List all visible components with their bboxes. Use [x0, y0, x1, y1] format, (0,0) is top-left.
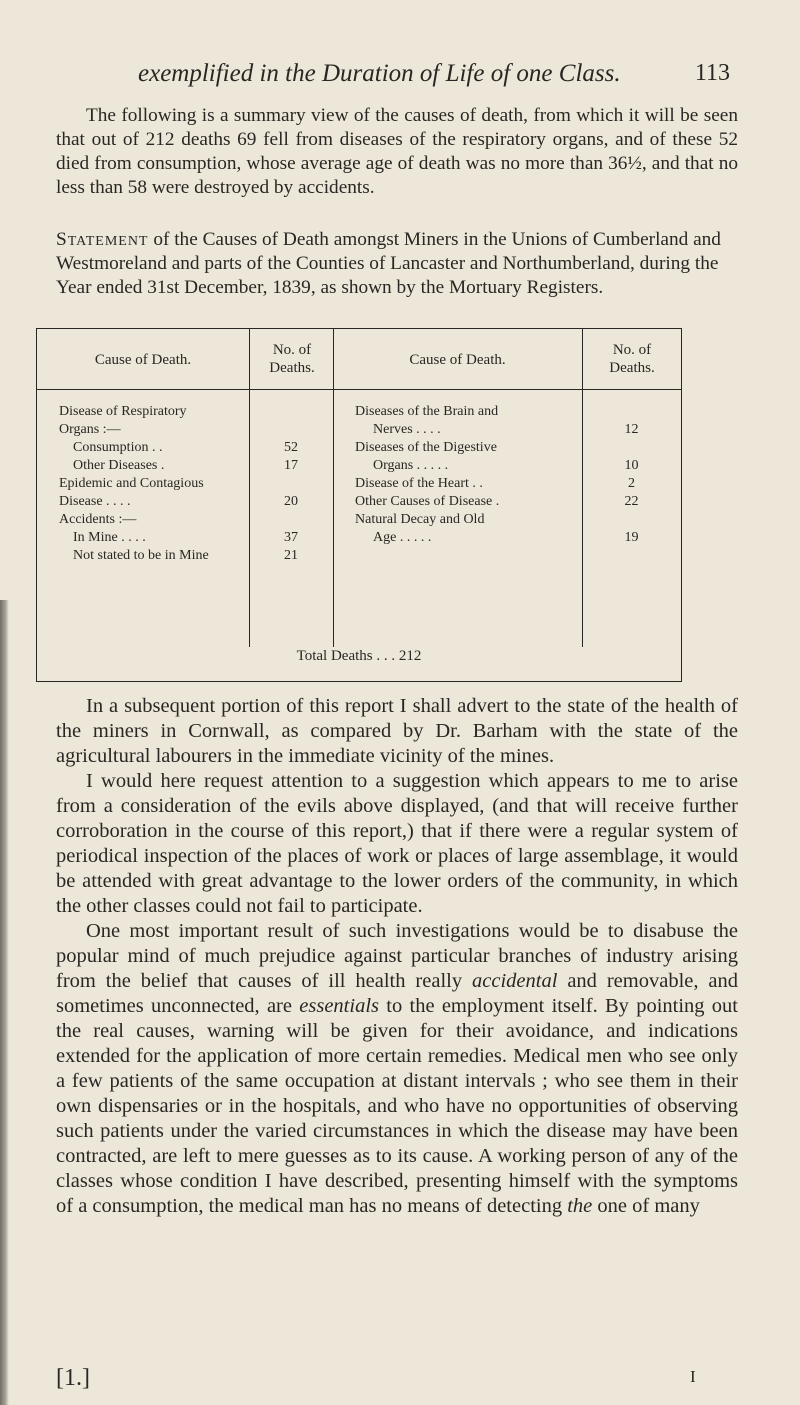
- paragraph-3: [56, 919, 738, 1219]
- italic-accidental: accidental: [472, 970, 558, 992]
- signature-letter: I: [690, 1367, 696, 1386]
- header-cause-left: Cause of Death.: [94, 352, 192, 368]
- paragraph-3-part-4: one of many: [597, 1195, 700, 1217]
- left-cause-line: Consumption . .: [73, 440, 163, 455]
- paragraph-3-part-2: and removable, and sometimes unconnected, are: [56, 970, 739, 1017]
- right-cause-line: Other Causes of Disease .: [355, 494, 500, 509]
- paragraph-1: In a subsequent portion of this report I shall advert to the state of the health of the miners in Cornwall, as compared by Dr. Barham with the state of the agricultural labourers in the immediate vicinity of the mines.: [56, 695, 738, 767]
- italic-the: the: [567, 1195, 593, 1217]
- left-cause-line: Disease . . . .: [59, 494, 131, 509]
- right-cause-line: Diseases of the Digestive: [355, 440, 497, 455]
- paragraph-2: I would here request attention to a suggestion which appears to me to arise from a consideration of the evils above displayed, (and that will receive further corroboration in the course of this report,) that if there were a regular system of periodical inspection of the places of work or places of large assemblage, it would be attended with great advantage to the lower orders of the community, in which the other classes could not fail to participate.: [56, 770, 738, 917]
- left-death-count: 21: [284, 548, 298, 563]
- body-text: [56, 694, 738, 1219]
- left-death-count: 37: [284, 530, 298, 545]
- right-death-count: 22: [624, 494, 639, 509]
- running-title: exemplified in the Duration of Life of one Class.: [138, 60, 621, 87]
- left-cause-line: Epidemic and Contagious: [59, 476, 204, 491]
- left-cause-line: Not stated to be in Mine: [73, 548, 209, 563]
- right-death-count: 19: [624, 530, 639, 545]
- paragraph-3-part-1: One most important result of such investigations would be to disabuse the popular mind of much prejudice against particular branches of industry arising from the belief that causes of ill health really: [56, 920, 738, 992]
- paragraph-3-part-3: to the employment itself. By pointing out the real causes, warning will be given for their avoidance, and indications extended for the application of more certain remedies. Medical men who see only a few patients of the same occupation at distant intervals ; who see them in their own dispensaries or in the hospitals, and who have no opportunities of observing such patients under the varied circumstances in which the disease may have been contracted, are left to mere guesses as to its cause. A working person of any of the classes whose condition I have described, presenting himself with the symptoms of a consumption, the medical man has no means of detecting: [56, 995, 738, 1217]
- statement-lead: Statement: [56, 229, 149, 250]
- header-rule: [37, 389, 681, 390]
- statement-heading: [56, 228, 738, 300]
- left-cause-line: Other Diseases .: [73, 458, 165, 473]
- right-cause-line: Diseases of the Brain and: [355, 404, 499, 419]
- column-rule: [249, 329, 250, 647]
- header-deaths-right: No. of Deaths.: [609, 342, 655, 376]
- right-cause-line: Disease of the Heart . .: [355, 476, 483, 491]
- total-deaths: Total Deaths . . . 212: [296, 648, 422, 664]
- header-cause-right: Cause of Death.: [409, 352, 506, 368]
- statement-text: of the Causes of Death amongst Miners in the Unions of Cumberland and Westmoreland and parts of the Counties of Lancaster and Northumberland, during the Year ended 31st December, 1839, as shown by the Mortuary Registers.: [56, 229, 721, 298]
- signature-mark: [1.]: [56, 1365, 90, 1391]
- right-cause-line: Natural Decay and Old: [355, 512, 485, 527]
- header-deaths-left: No. of Deaths.: [269, 342, 315, 376]
- left-cause-line: Disease of Respiratory: [59, 404, 187, 419]
- column-rule: [333, 329, 334, 647]
- right-death-count: 2: [628, 476, 635, 491]
- italic-essentials: essentials: [299, 995, 379, 1017]
- left-death-count: 52: [284, 440, 298, 455]
- left-cause-line: Accidents :—: [59, 512, 137, 527]
- causes-of-death-table: [36, 328, 682, 682]
- right-cause-line: Organs . . . . .: [373, 458, 449, 473]
- left-cause-line: In Mine . . . .: [73, 530, 146, 545]
- right-cause-line: Age . . . . .: [373, 530, 432, 545]
- left-cause-line: Organs :—: [59, 422, 121, 437]
- left-death-count: 17: [284, 458, 298, 473]
- right-cause-line: Nerves . . . .: [373, 422, 441, 437]
- right-death-count: 10: [624, 458, 639, 473]
- left-death-count: 20: [284, 494, 298, 509]
- intro-paragraph: The following is a summary view of the causes of death, from which it will be seen that out of 212 deaths 69 fell from diseases of the respiratory organs, and of these 52 died from consumption, whose average age of death was no more than 36½, and that no less than 58 were destroyed by accidents.: [56, 105, 738, 198]
- page-number: 113: [694, 60, 730, 86]
- binding-shadow: [0, 600, 9, 1405]
- right-death-count: 12: [624, 422, 639, 437]
